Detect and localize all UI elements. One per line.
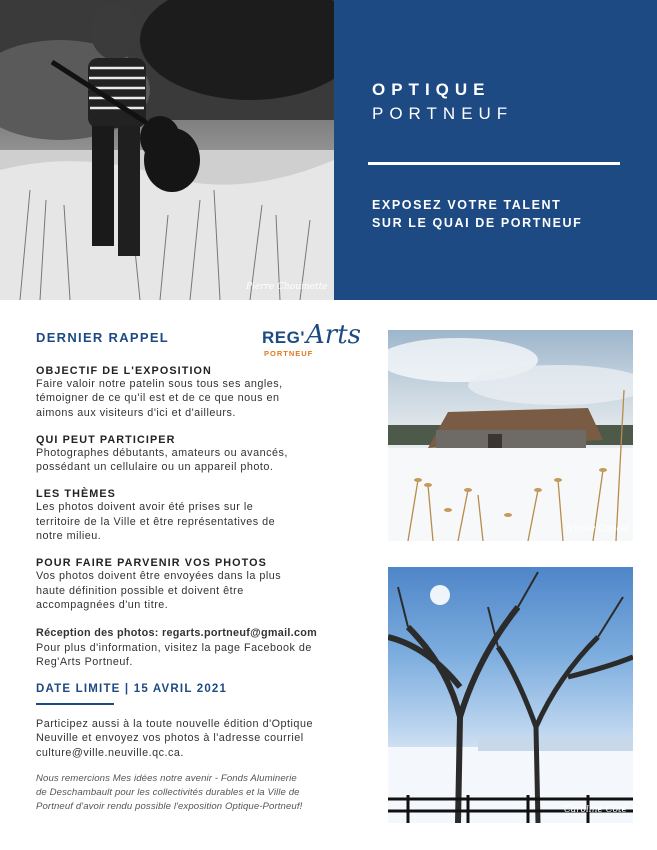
section-title: QUI PEUT PARTICIPER — [36, 433, 176, 446]
body-line: culture@ville.neuville.qc.ca. — [36, 746, 184, 759]
logo-script-text: Arts — [306, 320, 361, 350]
body-line: Participez aussi à la toute nouvelle édition d'Optique — [36, 718, 313, 731]
section-title: POUR FAIRE PARVENIR VOS PHOTOS — [36, 557, 267, 570]
deadline-underline — [36, 703, 114, 705]
banner-tagline — [372, 196, 582, 232]
banner-tagline-line2: SUR LE QUAI DE PORTNEUF — [372, 216, 583, 230]
body-line: Faire valoir notre patelin sous tous ses angles, — [36, 378, 283, 390]
banner-title-line1: OPTIQUE — [372, 80, 491, 99]
banner-tagline-line1: EXPOSEZ VOTRE TALENT — [372, 198, 562, 212]
banner-divider — [368, 162, 620, 165]
reception-email: Réception des photos: regarts.portneuf@gmail.com — [36, 627, 318, 640]
body-line: Nous remercions Mes idées notre avenir - Fonds Aluminerie — [36, 773, 297, 785]
body-line: Reg'Arts Portneuf. — [36, 655, 133, 668]
hero-photo-illustration — [0, 0, 334, 300]
content-column — [36, 330, 356, 814]
trees-photo-illustration — [388, 567, 633, 823]
body-line: aimons aux visiteurs d'ici et d'ailleurs. — [36, 406, 236, 419]
barn-photo-credit: Nicole Cancel — [566, 524, 630, 534]
section-themes — [36, 488, 356, 543]
reception-block — [36, 626, 356, 669]
section-submission — [36, 557, 356, 612]
section-title: OBJECTIF DE L'EXPOSITION — [36, 365, 212, 377]
title-banner — [334, 0, 657, 300]
thanks-block — [36, 772, 356, 814]
section-participants — [36, 434, 356, 475]
section-body — [36, 377, 356, 420]
trees-photo-credit: Caroline Côté — [564, 805, 627, 815]
body-line: accompagnées d'un titre. — [36, 598, 169, 611]
trees-photo — [388, 567, 633, 823]
body-line: Portneuf d'avoir rendu possible l'exposition Optique-Portneuf! — [36, 801, 303, 813]
section-body — [36, 446, 356, 475]
section-body — [36, 569, 356, 612]
hero-photo-credit: Pierre Chouinette — [246, 282, 328, 292]
body-line: Photographes débutants, amateurs ou avancés, — [36, 446, 288, 459]
body-line: témoigner de ce qu'il est et de ce que nous en — [36, 392, 280, 405]
barn-photo-illustration — [388, 330, 633, 541]
body-line: de Deschambault pour les collectivités durables et la Ville de — [36, 787, 300, 799]
body-line: possédant un cellulaire ou un appareil photo. — [36, 461, 274, 474]
body-line: territoire de la Ville et être représentatives de — [36, 515, 276, 528]
body-line: Les photos doivent avoir été prises sur le — [36, 501, 254, 514]
banner-title-line2: PORTNEUF — [372, 104, 514, 123]
hero-photo — [0, 0, 334, 300]
logo-main-text: REG' — [262, 328, 305, 347]
section-objective — [36, 365, 356, 420]
barn-photo — [388, 330, 633, 541]
neuville-block — [36, 717, 356, 760]
body-line: Neuville et envoyez vos photos à l'adresse courriel — [36, 732, 304, 745]
reminder-heading: DERNIER RAPPEL — [36, 330, 170, 345]
deadline-heading: DATE LIMITE | 15 AVRIL 2021 — [36, 683, 228, 696]
body-line: haute définition possible et doivent être — [36, 584, 244, 597]
section-title: LES THÈMES — [36, 488, 116, 501]
logo-sub-text: PORTNEUF — [264, 349, 314, 358]
section-body — [36, 500, 356, 543]
body-line: Vos photos doivent être envoyées dans la plus — [36, 570, 282, 583]
body-line: notre milieu. — [36, 530, 102, 543]
body-line: Pour plus d'information, visitez la page Facebook de — [36, 641, 312, 654]
